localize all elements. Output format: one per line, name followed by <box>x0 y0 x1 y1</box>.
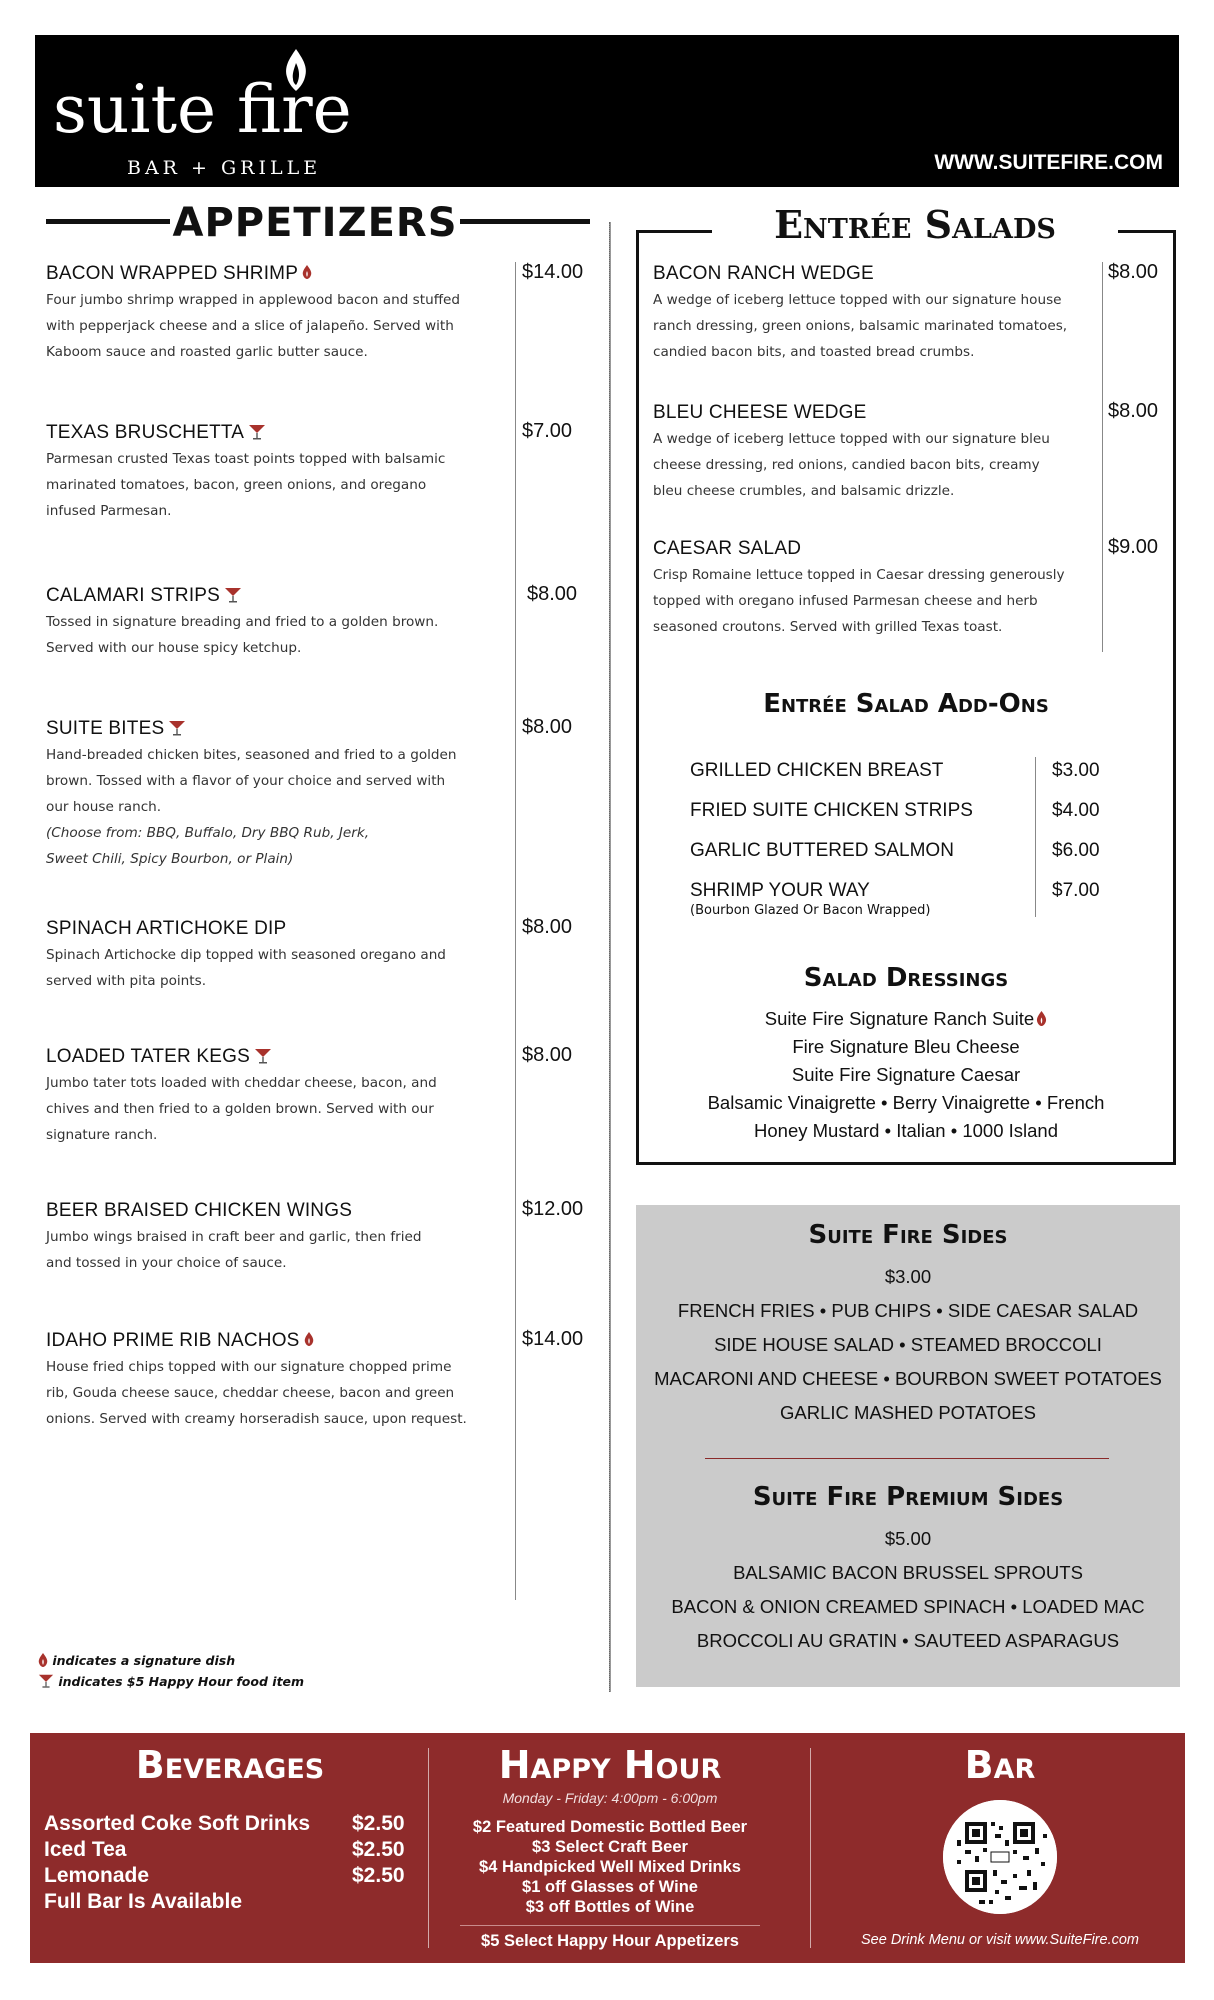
salads-price-divider <box>1102 262 1103 652</box>
appetizer-price: $8.00 <box>527 583 578 605</box>
appetizer-name <box>46 585 506 607</box>
appetizer-description-line: our house ranch. <box>46 799 162 815</box>
appetizer-item <box>46 585 506 661</box>
addon-price: $3.00 <box>1052 760 1100 781</box>
salad-description-line: bleu cheese crumbles, and balsamic drizzle. <box>653 483 955 499</box>
salad-description <box>653 562 1093 640</box>
appetizer-price: $8.00 <box>522 1044 573 1066</box>
salad-description-line: cheese dressing, red onions, candied bacon bits, creamy <box>653 457 1040 473</box>
appetizer-description-line: Four jumbo shrimp wrapped in applewood bacon and stuffed <box>46 292 461 308</box>
appetizer-description-line: brown. Tossed with a flavor of your choice and served with <box>46 773 446 789</box>
salad-item <box>653 538 1093 640</box>
salad-description-line: topped with oregano infused Parmesan cheese and herb <box>653 593 1038 609</box>
beverage-row-3 <box>44 1864 414 1888</box>
legend-signature <box>38 1653 235 1668</box>
appetizer-item <box>46 1200 506 1276</box>
appetizer-item <box>46 263 506 365</box>
sides-line-2: SIDE HOUSE SALAD • STEAMED BROCCOLI <box>714 1334 1102 1355</box>
appetizer-item <box>46 918 506 994</box>
qr-code[interactable] <box>943 1800 1057 1914</box>
appetizer-description-line: Tossed in signature breading and fried to a golden brown. <box>46 614 439 630</box>
beverage-row-1 <box>44 1812 414 1836</box>
sides-line-3: MACARONI AND CHEESE • BOURBON SWEET POTATOES <box>654 1368 1162 1389</box>
appetizer-name-text: SUITE BITES <box>46 718 165 739</box>
website-url[interactable]: WWW.SUITEFIRE.COM <box>934 151 1163 174</box>
appetizer-name-text: LOADED TATER KEGS <box>46 1046 251 1067</box>
legend-signature-text: indicates a signature dish <box>52 1653 236 1668</box>
salad-price: $8.00 <box>1108 400 1159 422</box>
appetizer-name <box>46 1330 506 1352</box>
appetizer-description-line: Hand-breaded chicken bites, seasoned and fried to a golden <box>46 747 457 763</box>
appetizer-note <box>46 820 506 872</box>
salad-item <box>653 263 1093 365</box>
appetizer-item <box>46 1330 506 1432</box>
addon-price: $7.00 <box>1052 880 1100 901</box>
premium-sides-title: Suite Fire Premium Sides <box>752 1482 1064 1512</box>
flame-icon <box>1036 1011 1047 1026</box>
happy-hour-title: Happy Hour <box>498 1743 722 1787</box>
appetizers-price-divider <box>515 262 516 1600</box>
logo-wordmark: suite fire <box>53 71 352 148</box>
logo-subtitle: BAR + GRILLE <box>127 157 322 179</box>
happy-hour-separator <box>460 1925 760 1926</box>
appetizer-description-line: Jumbo wings braised in craft beer and garlic, then fried <box>46 1229 422 1245</box>
dressing-line-1 <box>640 1008 1172 1030</box>
happy-hour-deal-2: $3 Select Craft Beer <box>532 1838 688 1856</box>
dressing-line-4: Balsamic Vinaigrette • Berry Vinaigrette • French <box>707 1092 1105 1113</box>
suite-fire-logo <box>53 47 393 182</box>
addons-price-divider <box>1035 757 1036 917</box>
addon-name: SHRIMP YOUR WAY <box>690 880 870 901</box>
salad-name: BACON RANCH WEDGE <box>653 263 874 284</box>
appetizers-rule-left <box>46 219 170 224</box>
dressing-line-3: Suite Fire Signature Caesar <box>791 1064 1021 1085</box>
salad-description-line: A wedge of iceberg lettuce topped with our signature bleu <box>653 431 1050 447</box>
flame-icon <box>304 1332 314 1346</box>
appetizer-description <box>46 1224 506 1276</box>
appetizer-item <box>46 718 506 872</box>
appetizer-item <box>46 1046 506 1148</box>
appetizer-description-line: served with pita points. <box>46 973 207 989</box>
martini-glass-icon <box>254 1048 272 1064</box>
salad-name: CAESAR SALAD <box>653 538 802 559</box>
appetizer-description-line: chives and then fried to a golden brown. Served with our <box>46 1101 434 1117</box>
appetizer-description-line: Spinach Artichocke dip topped with seasoned oregano and <box>46 947 446 963</box>
beverage-name-2: Iced Tea <box>44 1838 127 1861</box>
sides-line-1: FRENCH FRIES • PUB CHIPS • SIDE CAESAR SALAD <box>677 1300 1139 1321</box>
appetizer-name <box>46 918 506 940</box>
salad-description-line: candied bacon bits, and toasted bread crumbs. <box>653 344 975 360</box>
salad-name: BLEU CHEESE WEDGE <box>653 402 867 423</box>
premium-sides-price: $5.00 <box>884 1528 932 1549</box>
dressing-line-1-text: Suite Fire Signature Ranch Suite <box>764 1008 1035 1029</box>
martini-glass-icon <box>38 1673 54 1689</box>
appetizer-name <box>46 1046 506 1068</box>
dressings-title: Salad Dressings <box>803 963 1009 993</box>
dressing-line-2: Fire Signature Bleu Cheese <box>792 1036 1020 1057</box>
dressing-line-5: Honey Mustard • Italian • 1000 Island <box>754 1120 1058 1141</box>
salad-description <box>653 426 1093 504</box>
premium-sides-line-3: BROCCOLI AU GRATIN • SAUTEED ASPARAGUS <box>696 1630 1120 1651</box>
addon-name: FRIED SUITE CHICKEN STRIPS <box>690 800 973 821</box>
appetizer-name <box>46 718 506 740</box>
appetizer-name-text: BACON WRAPPED SHRIMP <box>46 263 299 284</box>
premium-sides-line-2: BACON & ONION CREAMED SPINACH • LOADED MAC <box>671 1596 1145 1617</box>
sides-price: $3.00 <box>884 1266 932 1287</box>
appetizer-description-line: Parmesan crusted Texas toast points topped with balsamic <box>46 451 446 467</box>
appetizer-name <box>46 1200 506 1222</box>
salad-price: $8.00 <box>1108 261 1159 283</box>
appetizer-description-line: onions. Served with creamy horseradish sauce, upon request. <box>46 1411 467 1427</box>
addon-price: $4.00 <box>1052 800 1100 821</box>
appetizers-title: APPETIZERS <box>172 200 458 246</box>
flame-icon <box>302 265 312 279</box>
beverage-row-2 <box>44 1838 414 1862</box>
happy-hour-hours: Monday - Friday: 4:00pm - 6:00pm <box>502 1790 718 1806</box>
appetizer-price: $7.00 <box>522 420 573 442</box>
beverage-price-1: $2.50 <box>352 1812 405 1835</box>
appetizer-description-line: signature ranch. <box>46 1127 158 1143</box>
appetizer-price: $14.00 <box>522 261 584 283</box>
appetizer-name <box>46 422 506 444</box>
legend-happy-hour-text: indicates $5 Happy Hour food item <box>58 1674 305 1689</box>
band-divider-2 <box>810 1748 811 1948</box>
appetizer-description <box>46 446 506 524</box>
appetizer-description <box>46 287 506 365</box>
appetizer-price: $14.00 <box>522 1328 584 1350</box>
appetizer-description-line: Jumbo tater tots loaded with cheddar cheese, bacon, and <box>46 1075 437 1091</box>
column-divider <box>609 222 611 1692</box>
appetizer-name-text: SPINACH ARTICHOKE DIP <box>46 918 287 939</box>
appetizer-description <box>46 609 506 661</box>
happy-hour-deal-3: $4 Handpicked Well Mixed Drinks <box>479 1858 741 1876</box>
sides-separator <box>705 1458 1109 1459</box>
appetizer-note-line: (Choose from: BBQ, Buffalo, Dry BBQ Rub, Jerk, <box>46 825 370 841</box>
salad-description-line: ranch dressing, green onions, balsamic marinated tomatoes, <box>653 318 1068 334</box>
appetizer-description-line: Kaboom sauce and roasted garlic butter sauce. <box>46 344 368 360</box>
appetizer-item <box>46 422 506 524</box>
appetizer-price: $8.00 <box>522 716 573 738</box>
martini-glass-icon <box>248 424 266 440</box>
salad-description <box>653 287 1093 365</box>
sides-line-4: GARLIC MASHED POTATOES <box>780 1402 1036 1423</box>
happy-hour-appetizers: $5 Select Happy Hour Appetizers <box>481 1932 739 1950</box>
full-bar-row: Full Bar Is Available <box>44 1890 243 1913</box>
appetizer-description-line: with pepperjack cheese and a slice of jalapeño. Served with <box>46 318 454 334</box>
legend-happy-hour <box>38 1673 304 1689</box>
appetizer-name <box>46 263 506 285</box>
bar-title: Bar <box>964 1743 1036 1787</box>
appetizers-rule-right <box>460 219 590 224</box>
appetizer-description <box>46 742 506 820</box>
band-divider-1 <box>428 1748 429 1948</box>
happy-hour-deal-1: $2 Featured Domestic Bottled Beer <box>472 1818 748 1836</box>
appetizer-name-text: IDAHO PRIME RIB NACHOS <box>46 1330 300 1351</box>
appetizer-description-line: Served with our house spicy ketchup. <box>46 640 302 656</box>
salad-description-line: seasoned croutons. Served with grilled Texas toast. <box>653 619 1003 635</box>
bar-note: See Drink Menu or visit www.SuiteFire.com <box>861 1932 1139 1948</box>
addon-name: GARLIC BUTTERED SALMON <box>690 840 954 861</box>
beverage-price-3: $2.50 <box>352 1864 405 1887</box>
appetizer-description-line: marinated tomatoes, bacon, green onions, and oregano <box>46 477 427 493</box>
happy-hour-deal-5: $3 off Bottles of Wine <box>525 1898 695 1916</box>
appetizer-description-line: and tossed in your choice of sauce. <box>46 1255 287 1271</box>
appetizer-description-line: House fried chips topped with our signature chopped prime <box>46 1359 452 1375</box>
appetizer-name-text: TEXAS BRUSCHETTA <box>46 422 245 443</box>
premium-sides-line-1: BALSAMIC BACON BRUSSEL SPROUTS <box>733 1562 1083 1583</box>
salad-description-line: A wedge of iceberg lettuce topped with our signature house <box>653 292 1062 308</box>
appetizer-note-line: Sweet Chili, Spicy Bourbon, or Plain) <box>46 851 294 867</box>
beverage-price-2: $2.50 <box>352 1838 405 1861</box>
qr-code-icon <box>943 1800 1057 1914</box>
sides-title: Suite Fire Sides <box>808 1220 1008 1250</box>
appetizer-description-line: rib, Gouda cheese sauce, cheddar cheese, bacon and green <box>46 1385 455 1401</box>
appetizer-price: $12.00 <box>522 1198 584 1220</box>
appetizer-description <box>46 1070 506 1148</box>
appetizer-price: $8.00 <box>522 916 573 938</box>
salad-item <box>653 402 1093 504</box>
appetizer-description-line: infused Parmesan. <box>46 503 172 519</box>
salad-price: $9.00 <box>1108 536 1159 558</box>
addon-name: GRILLED CHICKEN BREAST <box>690 760 944 781</box>
addons-title: Entrée Salad Add-Ons <box>763 689 1049 719</box>
addon-note: (Bourbon Glazed Or Bacon Wrapped) <box>690 903 931 918</box>
salad-description-line: Crisp Romaine lettuce topped in Caesar dressing generously <box>653 567 1065 583</box>
appetizer-name-text: BEER BRAISED CHICKEN WINGS <box>46 1200 353 1221</box>
beverage-name-1: Assorted Coke Soft Drinks <box>44 1812 311 1835</box>
beverage-name-3: Lemonade <box>44 1864 150 1887</box>
entree-salads-title: Entrée Salads <box>774 202 1056 247</box>
flame-icon <box>38 1653 48 1667</box>
appetizer-description <box>46 942 506 994</box>
appetizer-description <box>46 1354 506 1432</box>
addon-price: $6.00 <box>1052 840 1100 861</box>
appetizer-name-text: CALAMARI STRIPS <box>46 585 221 606</box>
beverages-title: Beverages <box>135 1743 325 1787</box>
martini-glass-icon <box>224 587 242 603</box>
happy-hour-deal-4: $1 off Glasses of Wine <box>522 1878 698 1896</box>
martini-glass-icon <box>168 720 186 736</box>
menu-header <box>35 35 1179 187</box>
